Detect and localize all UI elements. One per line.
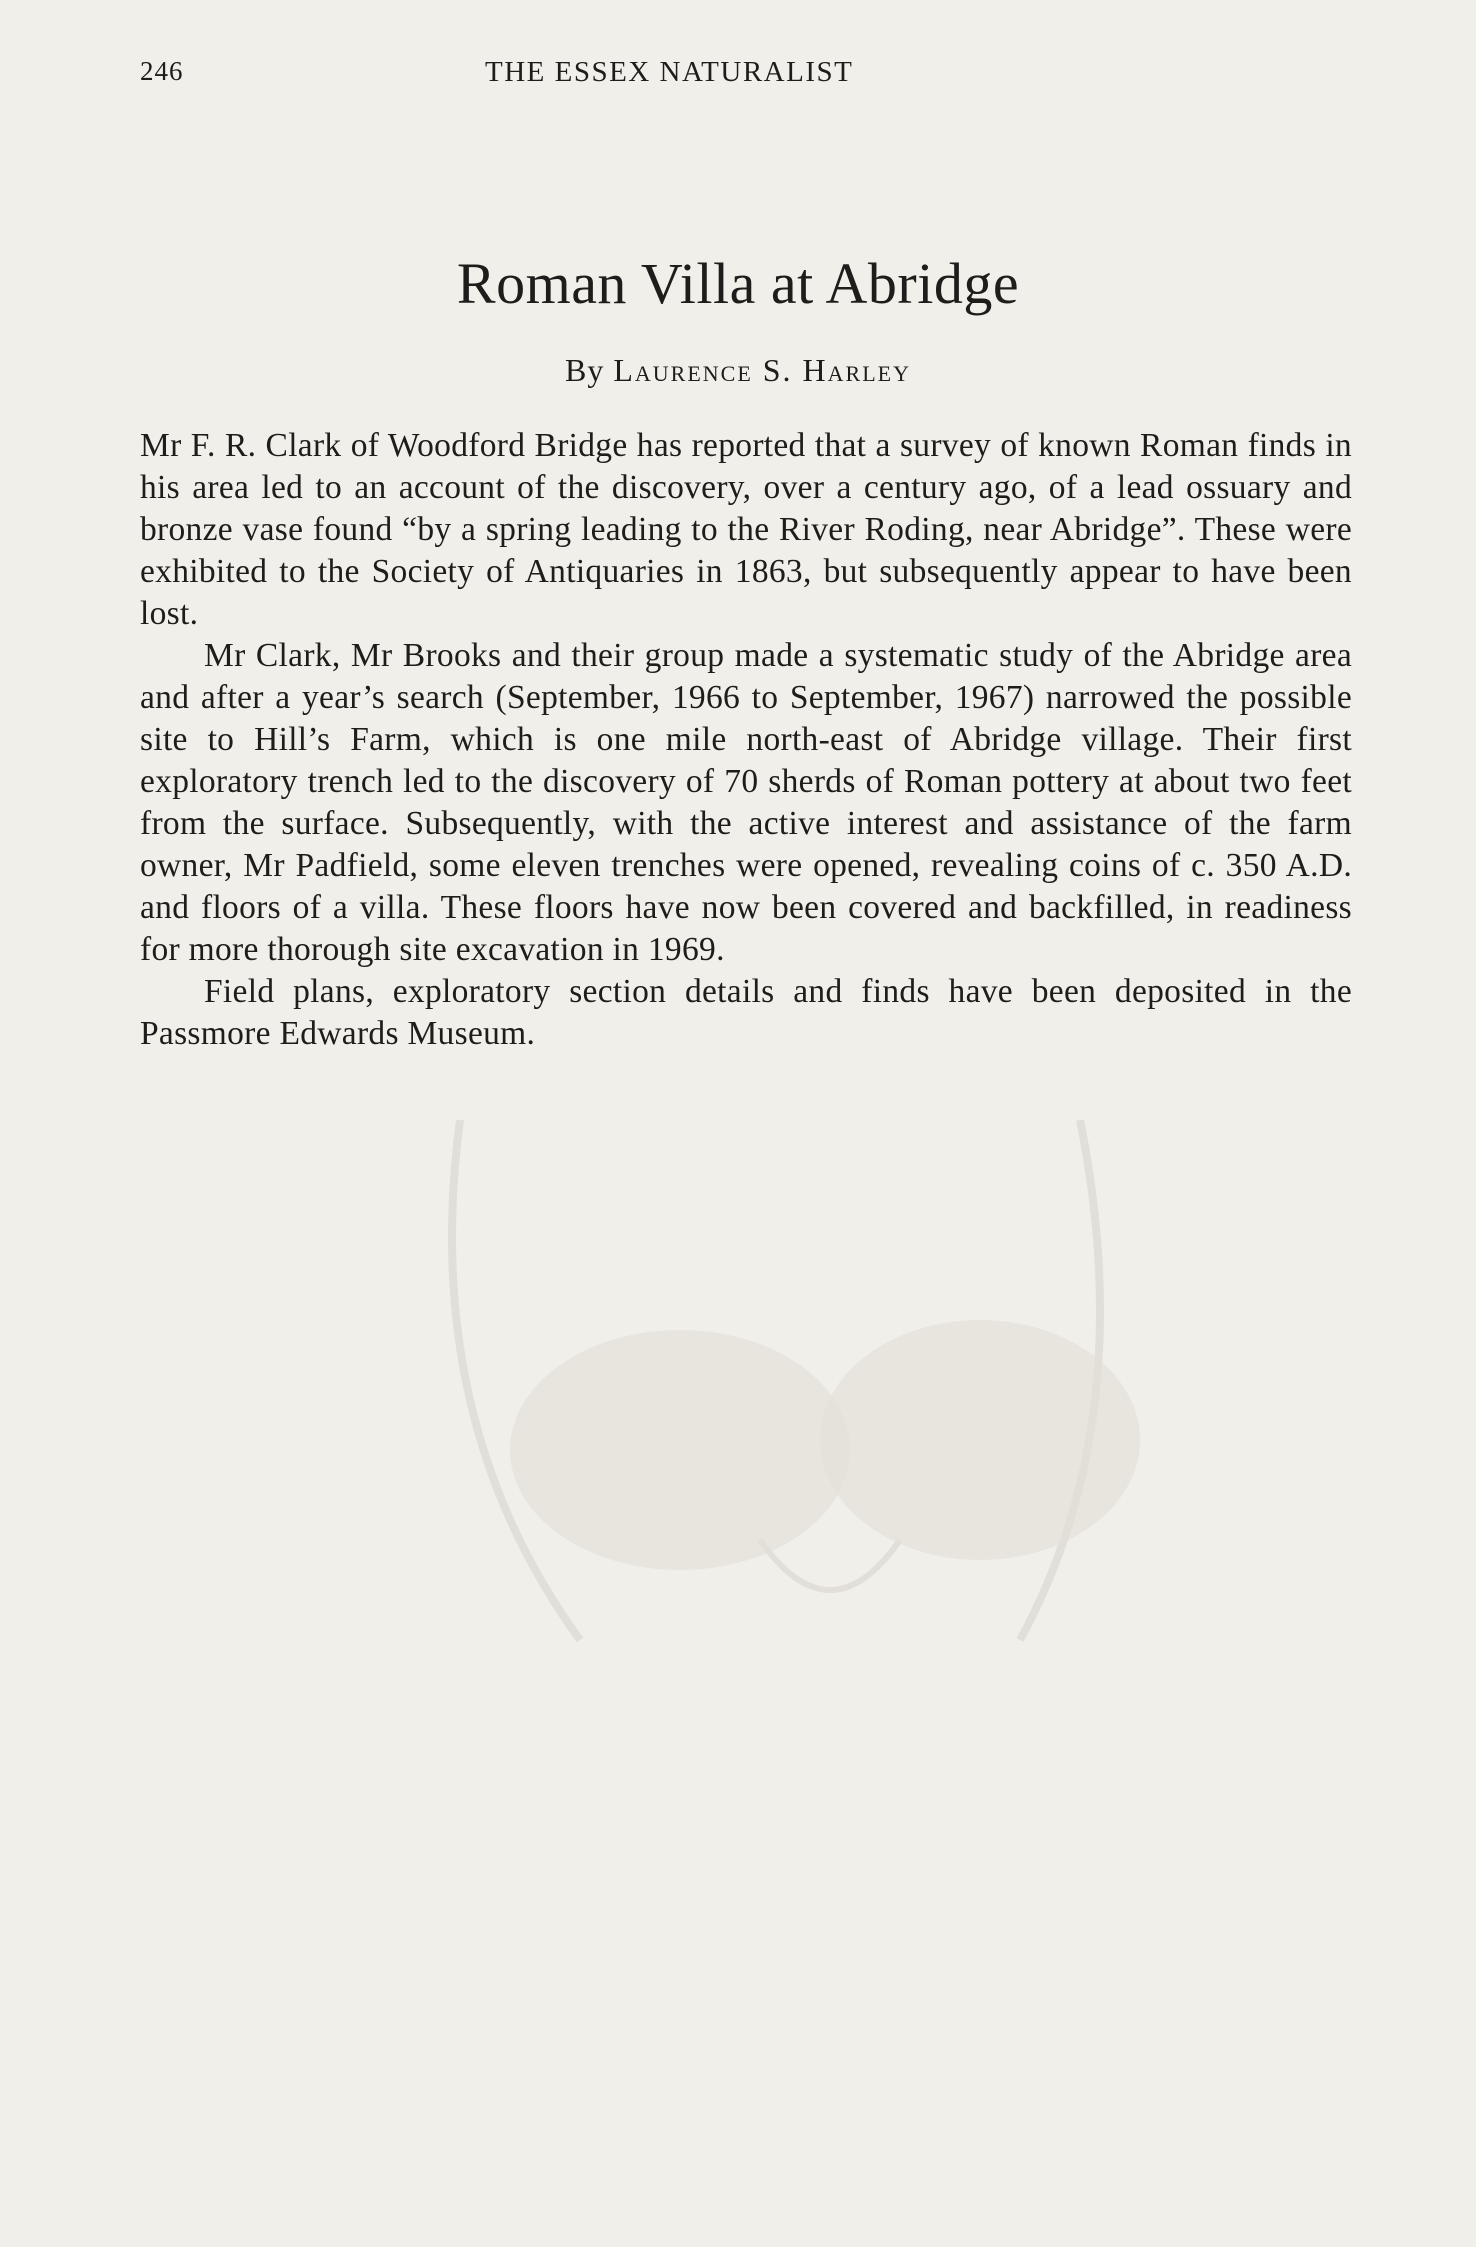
page-header — [140, 56, 1356, 96]
page-number: 246 — [140, 56, 184, 86]
paragraph: Field plans, exploratory section details and finds have been deposited in the Passmore Edwards Museum. — [140, 973, 1352, 1052]
byline — [0, 352, 1476, 389]
paragraph: Mr F. R. Clark of Woodford Bridge has reported that a survey of known Roman finds in his area led to an account of the discovery, over a century ago, of a lead ossuary and bronze vase found “by a spring leading to the River Roding, near Abridge”. These were exhibited to the Society of Antiquaries in 1863, but subsequently appear to have been lost. — [140, 427, 1352, 632]
article-body — [140, 425, 1352, 1055]
bleed-through-shadow — [380, 1120, 1380, 2020]
running-head: THE ESSEX NATURALIST — [485, 56, 854, 88]
paragraph: Mr Clark, Mr Brooks and their group made a systematic study of the Abridge area and after a year’s search (September, 1966 to September, 1967) narrowed the possible site to Hill’s Farm, which is one mile north-east of Abridge village. Their first exploratory trench led to the discovery of 70 sherds of Roman pottery at about two feet from the surface. Subsequently, with the active interest and assistance of the farm owner, Mr Padfield, some eleven trenches were opened, revealing coins of c. 350 A.D. and floors of a villa. These floors have now been covered and backfilled, in readiness for more thorough site excavation in 1969. — [140, 637, 1352, 968]
article-title: Roman Villa at Abridge — [456, 251, 1020, 316]
byline-prefix: By — [564, 352, 614, 388]
author-name: Laurence S. Harley — [613, 352, 911, 388]
